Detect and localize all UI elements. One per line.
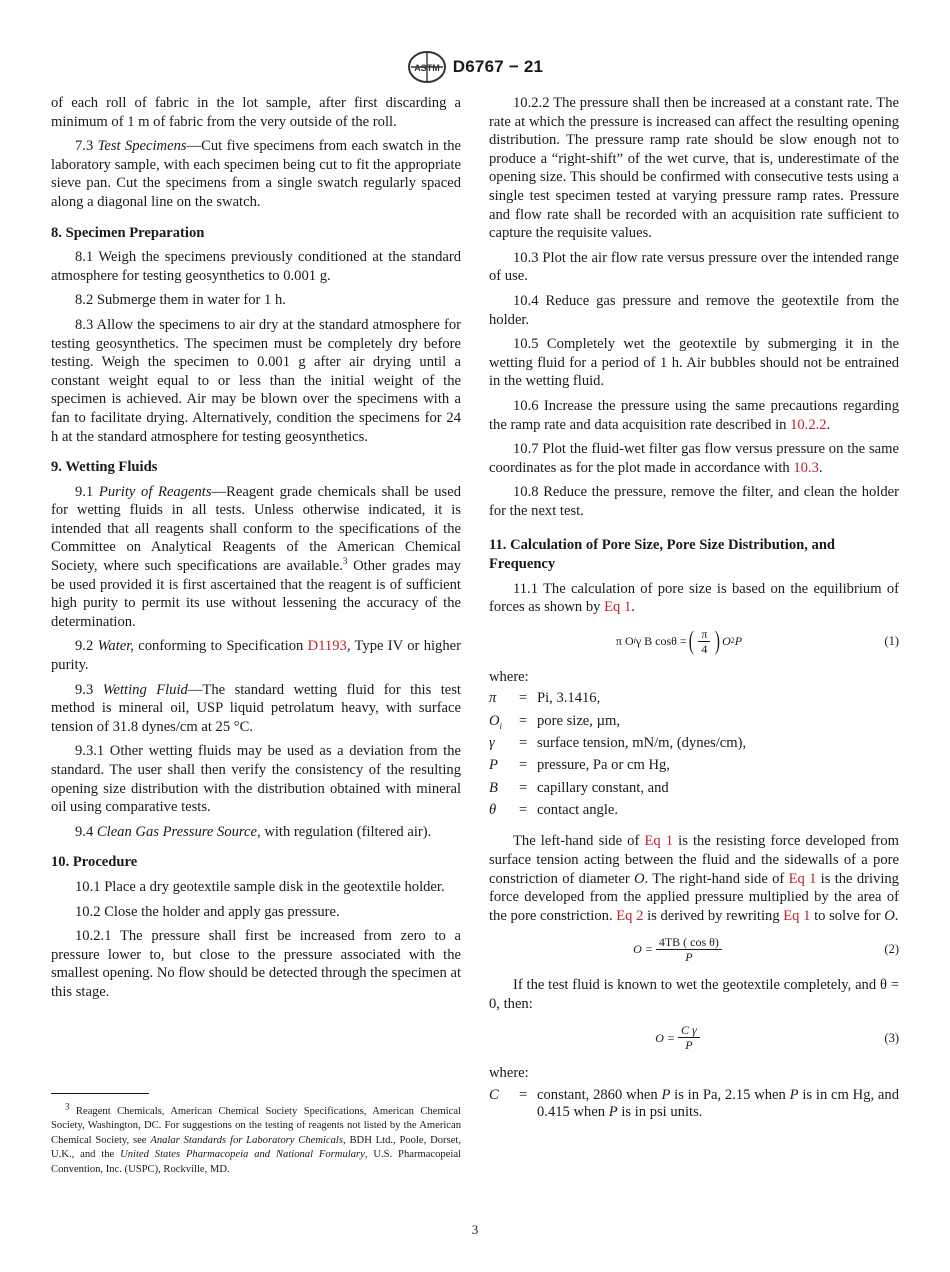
astm-logo-icon bbox=[407, 50, 447, 84]
left-column bbox=[51, 94, 461, 1008]
paragraph-9-4: 9.4 Clean Gas Pressure Source, with regulation (filtered air). bbox=[75, 823, 432, 840]
paragraph-10-6: 10.6 Increase the pressure using the same precautions regarding the ramp rate and data acquisition rate described in 10.2.2. bbox=[489, 397, 899, 433]
paragraph-9-2: 9.2 Water, conforming to Specification D1193, Type IV or higher purity. bbox=[51, 638, 461, 674]
document-id: D6767 − 21 bbox=[452, 56, 544, 76]
link-eq-2[interactable]: Eq 2 bbox=[616, 907, 644, 924]
definition-row: B = capillary constant, and bbox=[489, 780, 899, 802]
paragraph-8-3: 8.3 Allow the specimens to air dry at the standard atmosphere for testing geosynthetics. The specimen must be completely dry before testing. Weigh the specimen to 0.001 g after air drying until a constant weight equal to or less than the initial weight of the specimen is achieved. Air may be blown over the specimens with a fan to facilitate drying. Alternatively, condition the specimens for 24 h at the standard atmosphere for testing geosynthetics. bbox=[51, 316, 461, 445]
definition-row: π = Pi, 3.1416, bbox=[489, 690, 899, 712]
where-label-2: where: bbox=[489, 1065, 529, 1082]
paragraph-9-3: 9.3 Wetting Fluid—The standard wetting fluid for this test method is mineral oil, USP liquid petrolatum heavy, with surface tension of 31.8 dynes/cm at 25 °C. bbox=[51, 681, 461, 735]
paragraph-wet-condition: If the test fluid is known to wet the geotextile completely, and θ = 0, then: bbox=[489, 977, 899, 1012]
paragraph-9-3-1: 9.3.1 Other wetting fluids may be used as a deviation from the standard. The user shall then verify the consistency of the resulting opening size distribution with the distribution obtained with mineral oil using comparative tests. bbox=[51, 743, 461, 816]
definition-row: θ = contact angle. bbox=[489, 802, 899, 824]
link-eq-1-b[interactable]: Eq 1 bbox=[788, 870, 817, 887]
link-10-2-2[interactable]: 10.2.2 bbox=[790, 416, 827, 433]
equation-3-number: (3) bbox=[884, 1030, 899, 1045]
paragraph-8-1: 8.1 Weigh the specimens previously conditioned at the standard atmosphere for testing geosynthetics to 0.001 g. bbox=[51, 249, 461, 284]
definition-text: Pi, 3.1416, bbox=[537, 690, 601, 707]
link-d1193[interactable]: D1193 bbox=[307, 638, 347, 655]
paragraph-10-5: 10.5 Completely wet the geotextile by submerging it in the wetting fluid for a period of 1 h. Air bubbles should not be entrained in the wetting fluid. bbox=[489, 336, 899, 390]
paragraph-10-8: 10.8 Reduce the pressure, remove the filter, and clean the holder for the next test. bbox=[489, 484, 899, 519]
section-10-heading: 10. Procedure bbox=[51, 854, 138, 871]
definition-text: contact angle. bbox=[537, 802, 619, 818]
svg-text:ASTM: ASTM bbox=[414, 63, 440, 73]
definition-text: capillary constant, and bbox=[537, 779, 669, 796]
definition-text: pressure, Pa or cm Hg, bbox=[537, 757, 670, 774]
definition-row: γ = surface tension, mN/m, (dynes/cm), bbox=[489, 735, 899, 757]
paragraph-10-2-1: 10.2.1 The pressure shall first be increased from zero to a pressure lower to, but close to the pressure associated with the smallest opening. No flow should be detected through the specimen at this stage. bbox=[51, 928, 461, 1000]
section-8-heading: 8. Specimen Preparation bbox=[51, 224, 205, 241]
equation-1-number: (1) bbox=[884, 634, 899, 649]
link-eq-1[interactable]: Eq 1 bbox=[604, 599, 632, 616]
definition-symbol-cell: B bbox=[489, 779, 498, 796]
page-number: 3 bbox=[471, 1222, 479, 1237]
paragraph-9-1: 9.1 Purity of Reagents—Reagent grade chemicals shall be used for wetting fluids in all tests. Unless otherwise indicated, it is intended that all reagents shall conform to the specifications of the Committee on Analytical Reagents of the American Chemical Society, where such specifications are available.$^3$ Other grades may be used provided it is first ascertained that the reagent is of sufficient high purity to permit its use without lessening the accuracy of the determination. bbox=[51, 483, 462, 630]
paragraph-10-1: 10.1 Place a dry geotextile sample disk in the geotextile holder. bbox=[75, 878, 445, 895]
paragraph-10-2: 10.2 Close the holder and apply gas pressure. bbox=[75, 903, 340, 920]
link-eq-1-c[interactable]: Eq 1 bbox=[783, 907, 811, 924]
definition-symbol-cell: P bbox=[489, 757, 498, 774]
equation-2 bbox=[489, 935, 899, 964]
paragraph-11-1: 11.1 The calculation of pore size is based on the equilibrium of forces as shown by Eq 1. bbox=[489, 580, 899, 616]
equation-2-body: O = $\frac{\text{4TB ( cos θ)}}{P}$ bbox=[489, 935, 869, 964]
constant-definition: C = constant, 2860 when P is in Pa, 2.15 when P is in cm Hg, and 0.415 when P is in psi units. bbox=[489, 1087, 900, 1121]
equation-1 bbox=[489, 627, 899, 656]
section-9-heading: 9. Wetting Fluids bbox=[51, 459, 158, 476]
link-eq-1-a[interactable]: Eq 1 bbox=[644, 833, 674, 850]
equation-2-number: (2) bbox=[884, 942, 899, 957]
definition-symbol-cell: γ bbox=[489, 735, 495, 752]
definition-text: pore size, µm, bbox=[537, 712, 620, 729]
definition-text: surface tension, mN/m, (dynes/cm), bbox=[537, 735, 747, 752]
footnote-3: $^3$ Reagent Chemicals, American Chemical Society Specifications, American Chemical Society, Washington, DC. For suggestions on the testing of reagents not listed by the American Chemical Society, see Analar Standards for Laboratory Chemicals, BDH Ltd., Poole, Dorset, U.K., and the United States Pharmacopeia and National Formulary, U.S. Pharmacopeial Convention, Inc. (USPC), Rockville, MD. bbox=[51, 1101, 461, 1175]
where-label-1: where: bbox=[489, 668, 529, 685]
definition-row: P = pressure, Pa or cm Hg, bbox=[489, 757, 899, 779]
paragraph-10-3: 10.3 Plot the air flow rate versus pressure over the intended range of use. bbox=[489, 249, 899, 285]
equation-1-body: π O i γ B cosθ = ( $\frac{\pi}{4}$ ) O 2 P bbox=[615, 626, 743, 656]
definition-symbol-cell: θ bbox=[489, 802, 497, 818]
page-header bbox=[0, 50, 950, 84]
footnote-marker[interactable]: 3 bbox=[342, 556, 348, 567]
definition-symbol-cell: π bbox=[489, 690, 497, 707]
paragraph-equation-explanation: The left-hand side of Eq 1 is the resisting force developed from surface tension acting between the fluid and the sidewalls of a pore constriction of diameter O. The right-hand side of Eq 1 is the driving force developed from the applied pressure multiplied by the area of the pore constriction. Eq 2 is derived by rewriting Eq 1 to solve for O. bbox=[489, 833, 899, 924]
paragraph-7-2-continued: of each roll of fabric in the lot sample, after first discarding a minimum of 1 m of fabric from the very outside of the roll. bbox=[51, 95, 461, 130]
section-11-heading: 11. Calculation of Pore Size, Pore Size Distribution, and Frequency bbox=[489, 537, 836, 573]
equation-3-body: O = $\frac{\text{C γ}}{P}$ bbox=[489, 1023, 869, 1052]
paragraph-8-2: 8.2 Submerge them in water for 1 h. bbox=[75, 292, 286, 309]
paragraph-10-2-2: 10.2.2 The pressure shall then be increased at a constant rate. The rate at which the pressure is increased can affect the resulting opening distribution. The pressure ramp rate should be slow enough not to produce a “right-shift” of the wet curve, that is, underestimate of the opening size. This should be confirmed with consecutive tests using a single test specimen tested at varying pressure ramp rates. Pressure and flow rate shall be recorded with an acquisition rate sufficient to capture the requisite values. bbox=[489, 95, 899, 242]
definition-row: $O_i$ = pore size, µm, bbox=[489, 713, 899, 735]
definition-symbol-cell: $O_i$ bbox=[489, 712, 503, 731]
right-column bbox=[489, 94, 899, 1122]
equation-3 bbox=[489, 1023, 899, 1052]
footnote-divider bbox=[51, 1093, 149, 1094]
paragraph-7-3: 7.3 Test Specimens—Cut five specimens from each swatch in the laboratory sample, with each specimen being cut to fit the appropriate sieve pan. Cut the specimens from a single swatch regularly spaced along a diagonal line on the swatch. bbox=[51, 138, 462, 210]
symbol-definitions bbox=[489, 690, 899, 824]
link-10-3[interactable]: 10.3 bbox=[793, 459, 819, 476]
paragraph-10-7: 10.7 Plot the fluid-wet filter gas flow versus pressure on the same coordinates as for the plot made in accordance with 10.3. bbox=[489, 441, 899, 476]
paragraph-10-4: 10.4 Reduce gas pressure and remove the geotextile from the holder. bbox=[489, 292, 899, 328]
